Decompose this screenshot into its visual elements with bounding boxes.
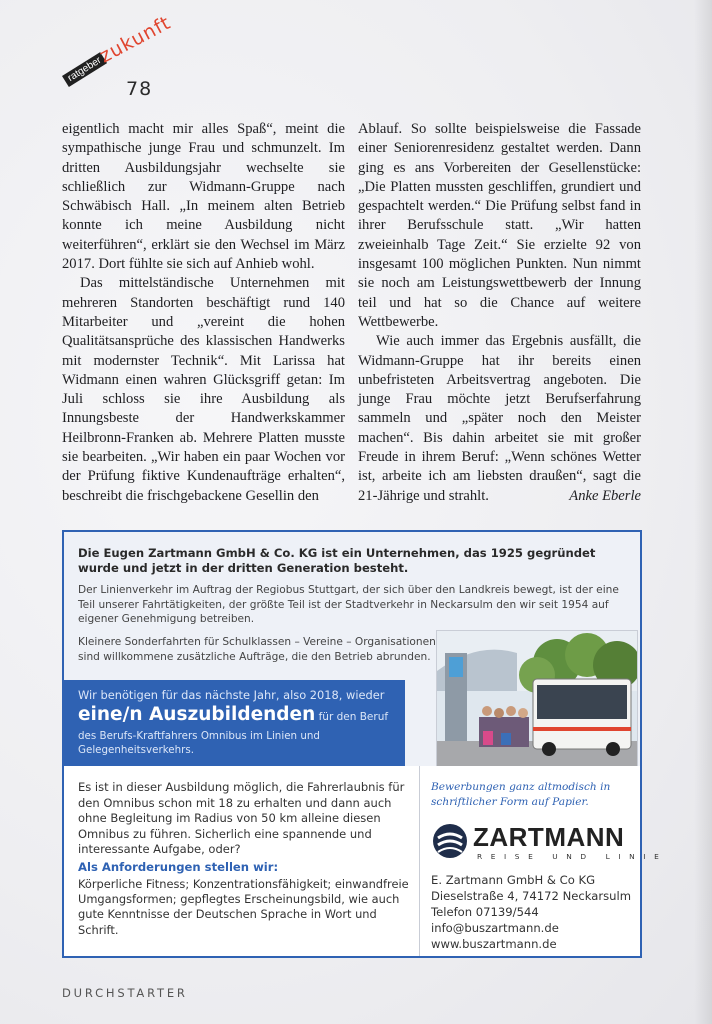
article-paragraph: Ablauf. So sollte beispielsweise die Fassade einer Seniorenresidenz gestaltet werden. Dann ging es ans Vorbereiten der Gesellenstücke: „Die Platten mussten geschliffen, grundiert und gespachtelt werden.“ Die Prüfung selbst fand in ihrer Berufsschule statt. „Wir hatten zweieinhalb Tage Zeit.“ Sie erzielte 92 von insgesamt 100 möglichen Punkten. Nun nimmt sie noch am Leistungswettbewerb der Innung teil und hat so die Chance auf weitere Wettbewerbe. — [358, 121, 641, 330]
banner-heading — [78, 704, 388, 725]
application-note: Bewerbungen ganz altmodisch in schriftlicher Form auf Papier. — [431, 781, 611, 808]
article-paragraph-text: Wie auch immer das Ergebnis ausfällt, die Widmann-Gruppe hat ihr bereits einen unbefristeten Arbeitsvertrag angeboten. Die junge Frau möchte jetzt Berufserfahrung sammeln und „später noch den Meister machen“. Bis dahin arbeitet sie mit großer Freude in ihrem Beruf: „Wenn schönes Wetter ist, arbeite ich am liebsten draußen“, sagt die 21-Jährige und strahlt. — [358, 333, 641, 504]
company-address — [431, 872, 636, 952]
banner-for-job: für den Beruf — [315, 711, 389, 723]
page-header — [62, 11, 202, 108]
article-author: Anke Eberle — [569, 487, 641, 504]
article-paragraph: Das mittelständische Unternehmen mit mehreren Standorten beschäftigt rund 140 Mitarbeiter und „vereint die hohen Qualitätsansprüche des klassischen Handwerks mit modernster Technik“. Mit Larissa hat Widmann einen wahren Glücksgriff getan: Im Juli schloss sie ihre Ausbildung als Innungsbeste der Handwerkskammer Heilbronn-Franken ab. Mehrere Platten musste sie bearbeiten. „Wir haben ein paar Wochen vor der Prüfung fiktive Kundenaufträge erhalten“, beschreibt die frischgebackene Gesellin den — [62, 275, 345, 504]
address-website[interactable]: www.buszartmann.de — [431, 937, 557, 951]
ad-headline: Die Eugen Zartmann GmbH & Co. KG ist ein Unternehmen, das 1925 gegründet wurde und jetzt in der dritten Generation besteht. — [78, 546, 596, 575]
bus-photo-illustration — [437, 631, 637, 777]
ad-divider — [419, 766, 420, 956]
address-email[interactable]: info@buszartmann.de — [431, 921, 559, 935]
page-number: 78 — [126, 78, 153, 100]
ad-training-info: Es ist in dieser Ausbildung möglich, die Fahrerlaubnis für den Omnibus schon mit 18 zu erhalten und dann auch ohne Begleitung im Radius von 50 km alleine diesen Omnibus zu führen. Sicherlich eine spannende und interessante Aufgabe, oder? — [78, 780, 405, 856]
address-line: Telefon 07139/544 — [431, 905, 539, 919]
requirements-text: Körperliche Fitness; Konzentrationsfähigkeit; einwandfreie Umgangsformen; gepflegtes Erscheinungsbild, wie auch gute Kenntnisse der Deutschen Sprache in Wort und Schrift. — [78, 877, 409, 937]
section-title: zukunft — [96, 11, 175, 68]
magazine-footer: DURCHSTARTER — [62, 986, 188, 1000]
bus-logo-icon — [431, 822, 469, 860]
ad-paragraph: Kleinere Sonderfahrten für Schulklassen – Vereine – Organisationen sind willkommene zusätzliche Aufträge, die den Betrieb abrunden. — [78, 636, 436, 663]
banner-position: eine/n Auszubildenden — [78, 704, 316, 725]
address-line: Dieselstraße 4, 74172 Neckarsulm — [431, 889, 632, 903]
article-column-left — [62, 120, 345, 506]
ad-paragraph: Der Linienverkehr im Auftrag der Regiobus Stuttgart, der sich über den Landkreis bewegt, ist der eine Teil unserer Fahrtätigkeiten, der größte Teil ist der Stadtverkehr in Neckarsulm den wir seit 1954 auf eigener Genehmigung betreiben. — [78, 584, 619, 625]
bus-photo — [436, 630, 638, 778]
address-line: E. Zartmann GmbH & Co KG — [431, 873, 596, 887]
company-logo — [431, 822, 668, 864]
article-column-right — [358, 120, 641, 506]
article-paragraph: eigentlich macht mir alles Spaß“, meint die sympathische junge Frau und schmunzelt. Im dritten Ausbildungsjahr wechselte sie schließlich zur Widmann-Gruppe nach Schwäbisch Hall. „In meinem alten Betrieb konnte ich meine Ausbildung nicht weiterführen“, erklärt sie den Wechsel im März 2017. Dort fühlte sie sich auf Anhieb wohl. — [62, 121, 345, 273]
logo-wordmark: ZARTMANN — [473, 822, 625, 852]
apprentice-banner — [64, 680, 405, 766]
requirements-title: Als Anforderungen stellen wir: — [78, 860, 279, 874]
section-tag: ratgeber — [62, 52, 107, 87]
banner-intro: Wir benötigen für das nächste Jahr, also 2018, wieder — [78, 688, 385, 702]
banner-job-title: des Berufs-Kraftfahrers Omnibus im Linien und Gelegenheitsverkehrs. — [78, 730, 320, 756]
job-advertisement — [62, 530, 668, 958]
article-paragraph — [358, 332, 641, 506]
logo-tagline: REISE UND LINIE — [477, 852, 668, 861]
page-spine-shadow — [694, 0, 712, 1024]
